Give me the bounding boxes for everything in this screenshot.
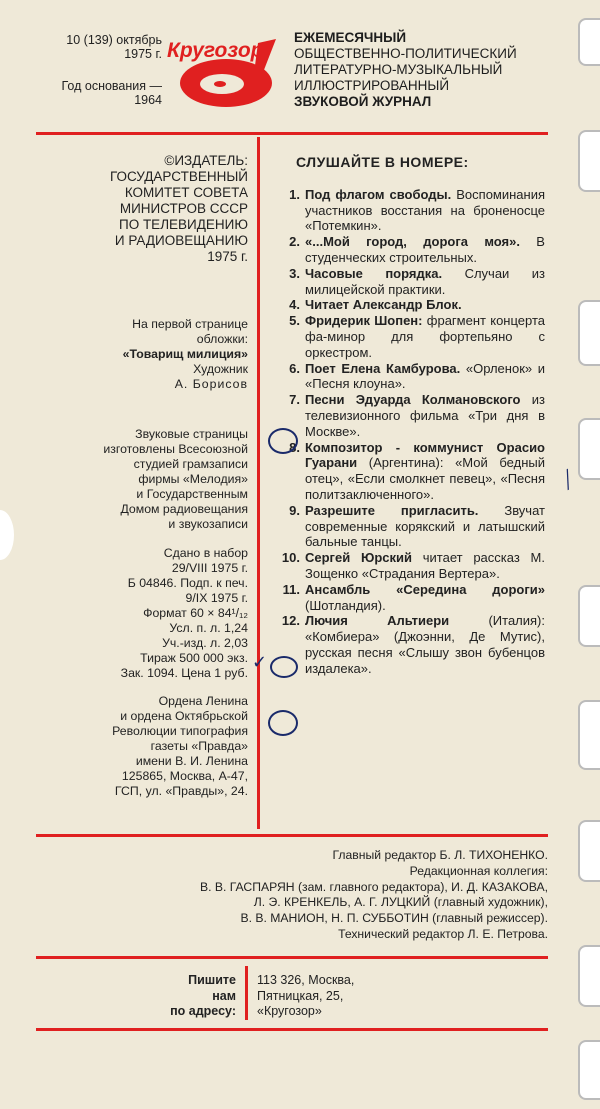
credit-line: В. В. ГАСПАРЯН (зам. главного редактора), И. Д. КАЗАКОВА,: [199, 879, 548, 894]
pen-circle-mark: [270, 656, 298, 678]
desc-line: ОБЩЕСТВЕННО-ПОЛИТИЧЕСКИЙ: [294, 46, 517, 61]
binder-hole: [578, 300, 600, 366]
contents-item: 10. Сергей Юрский читает рассказ М. Зощенко «Страдания Вертера».: [281, 550, 545, 581]
imprint-column: [36, 153, 248, 799]
founded-year: 1964: [134, 93, 162, 107]
publisher-block: ©ИЗДАТЕЛЬ: ГОСУДАРСТВЕННЫЙ КОМИТЕТ СОВЕТА МИНИСТРОВ СССР ПО ТЕЛЕВИДЕНИЮ И РАДИОВЕЩАНИЮ 1975 г.: [109, 153, 248, 264]
binder-hole: [578, 820, 600, 882]
credit-line: Главный редактор Б. Л. ТИХОНЕНКО.: [332, 848, 548, 862]
contents-item: 7. Песни Эдуарда Колмановского из телевизионного фильма «Три дня в Москве».: [289, 392, 545, 439]
rule-horizontal: [36, 132, 548, 135]
sound-pages-credit: Звуковые страницы изготовлены Всесоюзной студией грамзаписи фирмы «Мелодия» и Государственным Домом радиовещания и звукозаписи: [103, 427, 248, 531]
contents-item: 1. Под флагом свободы. Воспоминания участников восстания на броненосце «Потемкин».: [289, 186, 546, 234]
page-notch: [0, 510, 14, 560]
address-label: Пишите нам по адресу:: [170, 973, 236, 1018]
credit-line: Редакционная коллегия:: [409, 863, 548, 878]
contents-item: 11. Ансамбль «Середина дороги» (Шотландия).: [282, 581, 545, 613]
pen-check-mark: ✓: [252, 652, 268, 673]
binder-hole: [578, 130, 600, 192]
binder-hole: [578, 945, 600, 1007]
magazine-description: [294, 30, 517, 110]
pen-circle-mark: [268, 710, 298, 736]
editorial-credits: [36, 848, 548, 943]
contents-item: 9. Разрешите пригласить. Звучат современные корякский и латышский бальные танцы.: [289, 502, 545, 550]
issue-number: 10 (139) октябрь: [66, 33, 162, 47]
issue-year: 1975 г.: [124, 47, 162, 61]
binder-hole: [578, 418, 600, 480]
contents-heading: СЛУШАЙТЕ В НОМЕРЕ:: [296, 154, 469, 170]
contents-item: 2. «...Мой город, дорога моя». В студенческих строительных.: [289, 234, 545, 265]
logo-text: Кругозор: [167, 39, 264, 62]
contents-item: 3. Часовые порядка. Случаи из милицейской практики.: [289, 265, 546, 297]
printer-info: Ордена Ленина и ордена Октябрьской Революции типография газеты «Правда» имени В. И. Ленина 125865, Москва, А-47, ГСП, ул. «Правды», 24.: [112, 694, 248, 798]
print-details: Сдано в набор 29/VIII 1975 г. Б 04846. Подп. к печ. 9/IX 1975 г. Формат 60 × 84¹/₁₂ Усл. п. л. 1,24 Уч.-изд. л. 2,03 Тираж 500 000 экз. Зак. 1094. Цена 1 руб.: [120, 546, 248, 680]
rule-vertical: [245, 966, 248, 1020]
credit-line: Л. Э. КРЕНКЕЛЬ, А. Г. ЛУЦКИЙ (главный художник),: [253, 895, 548, 910]
contents-item: 4. Читает Александр Блок.: [289, 297, 462, 313]
credit-line: В. В. МАНИОН, Н. П. СУББОТИН (главный режиссер).: [240, 911, 548, 926]
contents-item: 12. Лючия Альтиери (Италия): «Комбиера» (Джоэнни, Де Мутис), русская песня «Слышу звон бубенцов издалека».: [281, 613, 546, 676]
pen-circle-mark: [268, 428, 298, 454]
issue-info: [36, 33, 162, 107]
desc-line: ЕЖЕМЕСЯЧНЫЙ: [294, 30, 407, 45]
contents-item: 8. Композитор - коммунист Орасио Гуарани (Аргентина): «Мой бедный отец», «Если смолкнет певец», «Песня политзаключенного».: [289, 439, 545, 502]
contents-column: [270, 153, 545, 677]
founded-label: Год основания —: [61, 79, 162, 93]
rule-horizontal: [36, 1028, 548, 1031]
binder-hole: [578, 1040, 600, 1100]
desc-line: ЗВУКОВОЙ ЖУРНАЛ: [294, 94, 432, 109]
binder-hole: [578, 18, 600, 66]
contents-item: 5. Фридерик Шопен: фрагмент концерта фа-минор для фортепьяно с оркестром.: [289, 313, 545, 360]
address-text: 113 326, Москва, Пятницкая, 25, «Кругозор»: [257, 973, 355, 1018]
credit-line: Технический редактор Л. Е. Петрова.: [338, 926, 548, 941]
krugozor-logo: [166, 33, 284, 113]
rule-horizontal: [36, 834, 548, 837]
rule-horizontal: [36, 956, 548, 959]
pen-stroke-mark: ╱: [558, 468, 577, 491]
rule-vertical: [257, 137, 260, 829]
binder-hole: [578, 700, 600, 770]
desc-line: ЛИТЕРАТУРНО-МУЗЫКАЛЬНЫЙ: [294, 62, 503, 77]
cover-credit: На первой странице обложки: «Товарищ милиция» Художник А. Борисов: [122, 317, 248, 391]
desc-line: ИЛЛЮСТРИРОВАННЫЙ: [294, 78, 450, 93]
contents-item: 6. Поет Елена Камбурова. «Орленок» и «Песня клоуна».: [289, 360, 545, 392]
binder-hole: [578, 585, 600, 647]
